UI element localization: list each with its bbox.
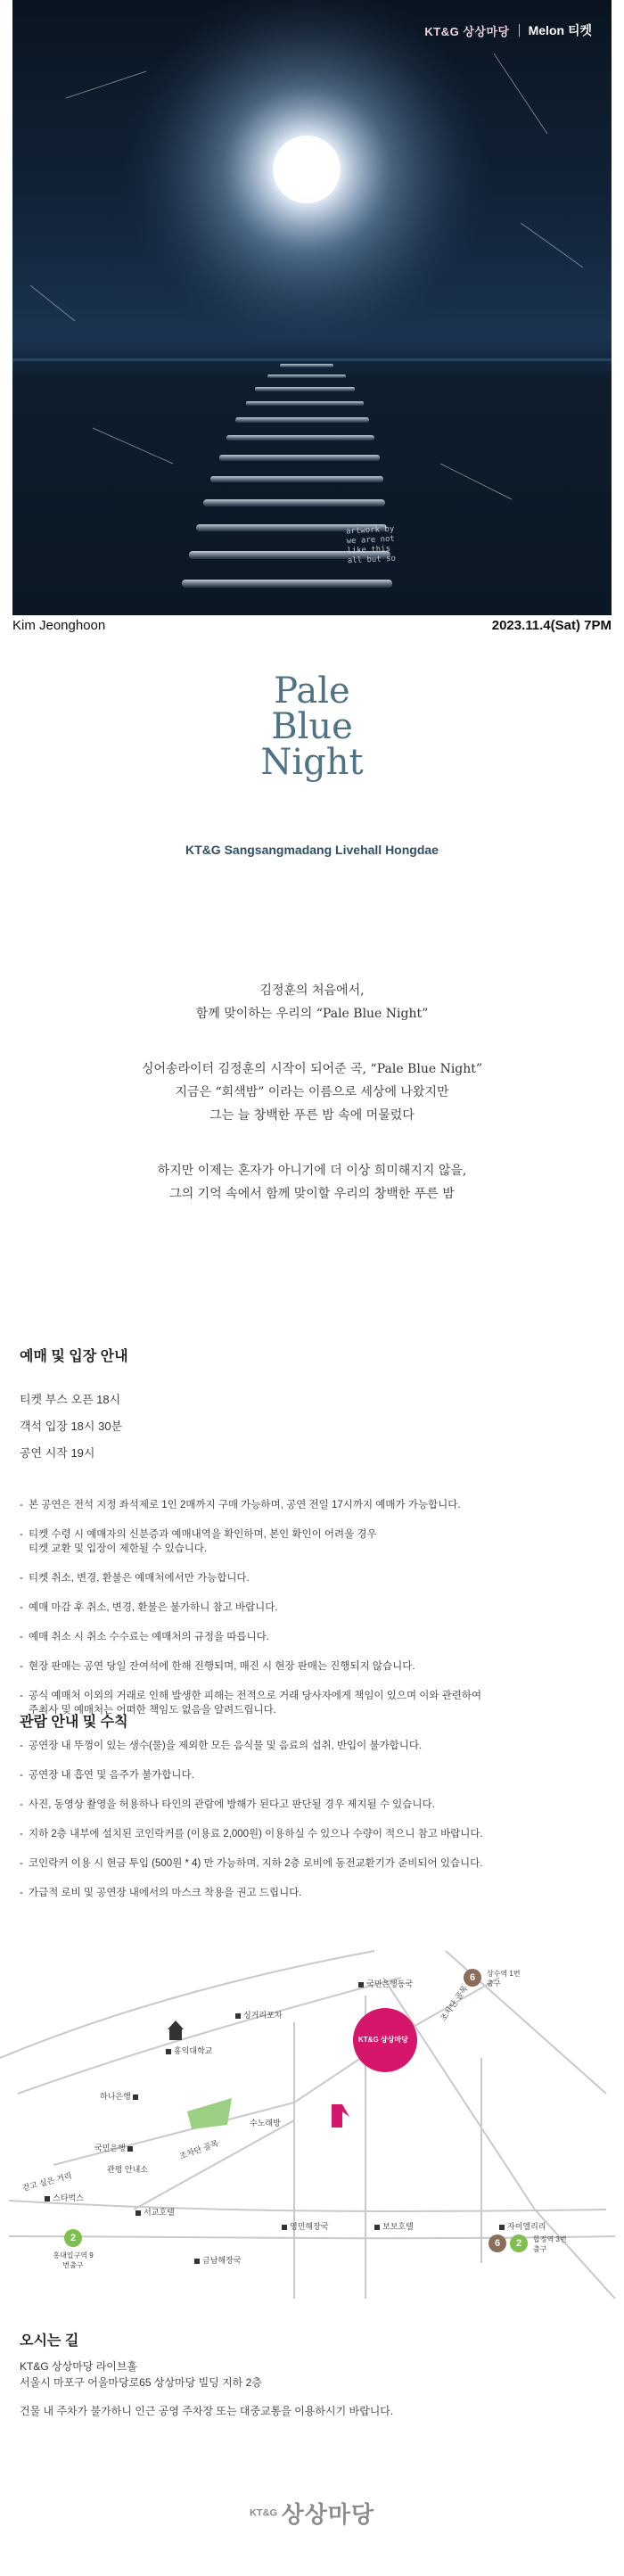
note-text: - 티켓 수령 시 예매자의 신분증과 예매내역을 확인하며, 본인 확인이 어려울 경우 [29, 1529, 377, 1540]
map-label: 합정역 3번 출구 [533, 2235, 567, 2253]
concert-date: 2023.11.4(Sat) 7PM [491, 618, 612, 633]
title-line: Blue [271, 706, 353, 747]
note-text: 주최사 및 예매처는 어떠한 책임도 없음을 알려드립니다. [29, 1705, 276, 1716]
brand-divider [519, 24, 520, 37]
intro-paragraph [0, 1058, 624, 1127]
concert-title [0, 671, 624, 783]
note-text: 사진, 동영상 촬영을 허용하나 타인의 관람에 방해가 된다고 판단될 경우 제지될 수 있습니다. [29, 1799, 435, 1810]
note-text: 현장 판매는 공연 당일 잔여석에 한해 진행되며, 매진 시 현장 판매는 진행되지 않습니다. [29, 1661, 415, 1672]
artist-name: Kim Jeonghoon [12, 618, 106, 633]
note-text: 공연장 내 뚜껑이 있는 생수(물)을 제외한 모든 음식물 및 음료의 섭취, 반입이 불가합니다. [29, 1741, 423, 1751]
note-item [20, 1498, 599, 1512]
intro-line: 함께 맞이하는 우리의 “Pale Blue Night” [195, 1007, 429, 1021]
title-line: Night [260, 742, 364, 783]
map-label: 영민해장국 [282, 2220, 328, 2232]
note-text: 가급적 로비 및 공연장 내에서의 마스크 착용을 권고 드립니다. [29, 1888, 302, 1898]
note-item [20, 1827, 599, 1841]
note-text: 본 공연은 전석 지정 좌석제로 1인 2매까지 구매 가능하며, 공연 전일 17시까지 예매가 가능합니다. [29, 1500, 461, 1510]
poster-artwork [12, 0, 612, 615]
ticketing-title: 예매 및 입장 안내 [20, 1349, 128, 1364]
map-label: 국민은행동국 [358, 1978, 413, 1989]
viewing-title: 관람 안내 및 수칙 [20, 1715, 128, 1730]
footer-logo-small: KT&G [249, 2507, 278, 2519]
map-label: 상수역 1번출구 [487, 1970, 521, 1988]
map-label: 서교호텔 [135, 2206, 175, 2218]
map-label: 금남해장국 [194, 2254, 241, 2266]
note-text: - 공식 예매처 이외의 거래로 인해 발생한 피해는 전적으로 거래 당사자에게 책임이 있으며 이와 관련하여 [29, 1691, 482, 1701]
map-label: 홍대입구역 9번출구 [53, 2251, 94, 2269]
directions-text [20, 2358, 393, 2419]
intro-line: 지금은 “회색밤” 이라는 이름으로 세상에 나왔지만 [175, 1085, 449, 1099]
parking-note: 건물 내 주차가 불가하니 인근 공영 주차장 또는 대중교통을 이용하시기 바랍니다. [20, 2405, 394, 2417]
artwork-line: artwork by [345, 524, 395, 537]
intro-line: 하지만 이제는 혼자가 아니기에 더 이상 희미해지지 않을, [157, 1164, 467, 1178]
map-label: 스타벅스 [45, 2192, 84, 2203]
note-item [20, 1571, 599, 1585]
location-map[interactable] [0, 1942, 624, 2308]
directions-title: 오시는 길 [20, 2333, 79, 2349]
moonlit-sea-illustration [12, 0, 612, 615]
note-text: 지하 2층 내부에 설치된 코인락커를 (이용료 2,000원) 이용하실 수 있으나 수량이 적으니 참고 바랍니다. [29, 1829, 483, 1839]
note-item [20, 1630, 599, 1644]
note-item [20, 1527, 599, 1556]
artwork-credit [346, 525, 396, 567]
schedule-item: 공연 시작 19시 [20, 1446, 95, 1460]
note-item [20, 1659, 599, 1674]
ktng-logo: KT&G 상상마당 [424, 24, 510, 38]
intro-line: 김정훈의 처음에서, [259, 983, 365, 998]
artwork-line: like this [347, 544, 391, 556]
note-text: 티켓 취소, 변경, 환불은 예매처에서만 가능합니다. [29, 1573, 250, 1584]
map-label: 자이엘리리 [499, 2220, 546, 2232]
map-label: 조차단 골목 [439, 1984, 470, 2023]
map-label: 홍익대학교 [166, 2045, 212, 2056]
map-label: 걷고 싶은 거리 [21, 2170, 73, 2193]
artwork-line: we are not [346, 534, 396, 547]
venue-address-name: KT&G 상상마당 라이브홀 [20, 2360, 138, 2373]
horizon-line [12, 358, 612, 361]
schedule-list [20, 1387, 122, 1467]
note-item [20, 1886, 599, 1900]
schedule-item: 객석 입장 18시 30분 [20, 1420, 123, 1433]
map-label: 보보호텔 [374, 2220, 414, 2232]
note-item [20, 1739, 599, 1753]
note-text: 공연장 내 흡연 및 음주가 불가합니다. [29, 1770, 194, 1781]
map-label: 싱거리포차 [235, 2009, 282, 2020]
note-item [20, 1856, 599, 1871]
poster-brand-bar [424, 21, 592, 39]
intro-line: 그는 늘 창백한 푸른 밤 속에 머물렀다 [209, 1108, 415, 1123]
intro-paragraph [0, 979, 624, 1025]
subway-line2-marker[interactable]: 2 [510, 2234, 528, 2252]
viewing-notes [20, 1739, 599, 1915]
intro-text [0, 979, 624, 1238]
note-text: 코인락커 이용 시 현금 투입 (500원 * 4) 만 가능하며, 지하 2층 로비에 동전교환기가 준비되어 있습니다. [29, 1858, 483, 1869]
artwork-line: all but so [347, 554, 397, 566]
note-text: 티켓 교환 및 입장이 제한될 수 있습니다. [29, 1543, 208, 1554]
footer-logo-main: 상상마당 [281, 2501, 375, 2528]
venue-logo-label: KT&G 상상마당 [358, 2036, 408, 2044]
schedule-item: 티켓 부스 오픈 18시 [20, 1393, 121, 1406]
moon [273, 136, 341, 203]
ticketing-notes [20, 1498, 599, 1732]
subway-line6-marker[interactable]: 6 [464, 1969, 481, 1987]
hongik-univ-icon [168, 2020, 184, 2040]
subway-line2-marker[interactable]: 2 [64, 2229, 82, 2247]
map-label: 수노래방 [250, 2119, 281, 2127]
footer-logo [0, 2497, 624, 2530]
title-line: Pale [274, 671, 350, 712]
note-item [20, 1601, 599, 1615]
concert-poster [0, 0, 624, 883]
intro-paragraph [0, 1159, 624, 1206]
note-item [20, 1798, 599, 1812]
note-item [20, 1768, 599, 1782]
subway-line6-marker[interactable]: 6 [489, 2234, 506, 2252]
map-label: 조차단 골목 [177, 2138, 220, 2161]
note-text: 예매 마감 후 취소, 변경, 환불은 불가하니 참고 바랍니다. [29, 1602, 278, 1613]
map-label: 하나은행 [100, 2090, 141, 2102]
venue-name: KT&G Sangsangmadang Livehall Hongdae [185, 843, 439, 857]
melon-ticket-logo: Melon 티켓 [528, 23, 592, 37]
map-label: 홍대 놀이터 [198, 2093, 234, 2101]
intro-line: 그의 기억 속에서 함께 맞이할 우리의 창백한 푸른 밤 [169, 1187, 455, 1201]
intro-line: 싱어송라이터 김정훈의 시작이 되어준 곡, “Pale Blue Night” [141, 1062, 483, 1076]
map-label: 관평 안내소 [107, 2165, 148, 2174]
map-label: 국민은행 [94, 2142, 135, 2153]
hongdae-playground-park [187, 2098, 232, 2129]
venue-address: 서울시 마포구 어울마당로65 상상마당 빌딩 지하 2층 [20, 2376, 262, 2389]
note-text: 예매 취소 시 취소 수수료는 예매처의 규정을 따릅니다. [29, 1632, 269, 1642]
